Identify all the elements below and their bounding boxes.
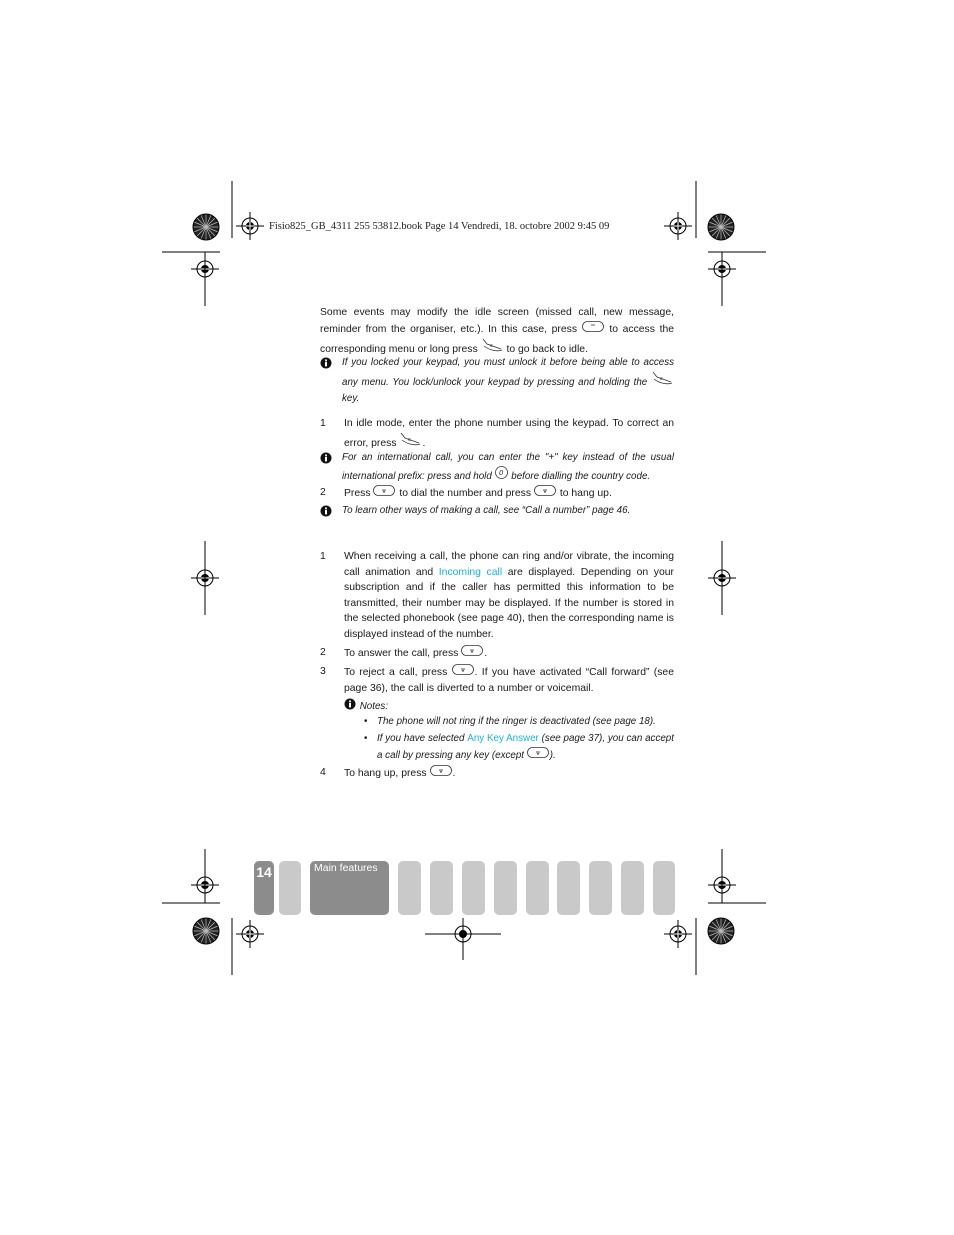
chapter-tab — [589, 861, 612, 915]
other-ways-note: To learn other ways of making a call, see “Call a number” page 46. — [320, 503, 674, 519]
clear-key-icon — [399, 432, 422, 447]
info-icon — [320, 357, 332, 369]
navigation-up-key-icon — [582, 321, 605, 333]
keypad-lock-note: If you locked your keypad, you must unlock it before being able to access any menu. You lock/unlock your keypad by pressing and holding the key. — [320, 355, 674, 406]
chapter-tab — [526, 861, 549, 915]
intro-paragraph: Some events may modify the idle screen (missed call, new message, reminder from the organiser, etc.). In this case, press to access the corresponding menu or long press to go back to idle. — [320, 307, 675, 355]
incoming-call-highlight: Incoming call — [438, 566, 503, 578]
info-icon — [344, 698, 357, 710]
hangup-key-icon — [452, 664, 475, 676]
chapter-tab — [557, 861, 580, 915]
chapter-tab — [398, 861, 421, 915]
chapter-tab — [279, 861, 301, 915]
info-icon — [320, 505, 332, 517]
hangup-key-icon — [534, 485, 557, 497]
answer-call-step-2: 2 To answer the call, press . — [320, 647, 488, 659]
call-key-icon — [373, 485, 396, 497]
answer-call-step-3: 3 To reject a call, press . If you have activated “Call forward” (see page 36), the call is diverted to a number or voicemail. — [320, 666, 674, 694]
international-call-note: For an international call, you can enter the "+" key instead of the usual international prefix: press and hold before dialling the country code. — [320, 450, 674, 485]
section-tab: Main features — [310, 861, 389, 915]
hangup-key-icon — [430, 765, 453, 777]
chapter-tab — [462, 861, 485, 915]
make-call-step-1: 1 In idle mode, enter the phone number using the keypad. To correct an error, press . — [320, 418, 674, 449]
list-item: • If you have selected Any Key Answer (see page 37), you can accept a call by pressing any key (except ). — [364, 732, 674, 761]
any-key-answer-highlight: Any Key Answer — [467, 732, 539, 744]
page-number: 14 — [254, 861, 274, 915]
answer-call-step-1: 1 When receiving a call, the phone can ring and/or vibrate, the incoming call animation and Incoming call are displayed. Depending on your subscription and if the caller has permitted this information to be transmitted, their number may be displayed. If the number is stored in the selected phonebook (see page 40), then the corresponding name is displayed instead of the number. — [320, 551, 675, 640]
chapter-tab — [430, 861, 453, 915]
chapter-tab — [621, 861, 644, 915]
print-header: Fisio825_GB_4311 255 53812.book Page 14 Vendredi, 18. octobre 2002 9:45 09 — [269, 221, 610, 232]
notes-list — [358, 714, 674, 765]
chapter-tab — [494, 861, 517, 915]
info-icon — [320, 452, 332, 464]
hangup-key-icon — [527, 747, 550, 759]
notes-heading: Notes: — [344, 698, 388, 712]
answer-call-step-4: 4 To hang up, press . — [320, 767, 456, 779]
clear-key-icon — [481, 338, 504, 353]
list-item: • The phone will not ring if the ringer is deactivated (see page 18). — [364, 716, 656, 727]
clear-key-icon — [651, 371, 674, 386]
zero-key-icon — [495, 466, 509, 480]
chapter-tab — [653, 861, 675, 915]
call-key-icon — [461, 645, 484, 657]
make-call-step-2: 2 Press to dial the number and press to hang up. — [320, 487, 612, 499]
